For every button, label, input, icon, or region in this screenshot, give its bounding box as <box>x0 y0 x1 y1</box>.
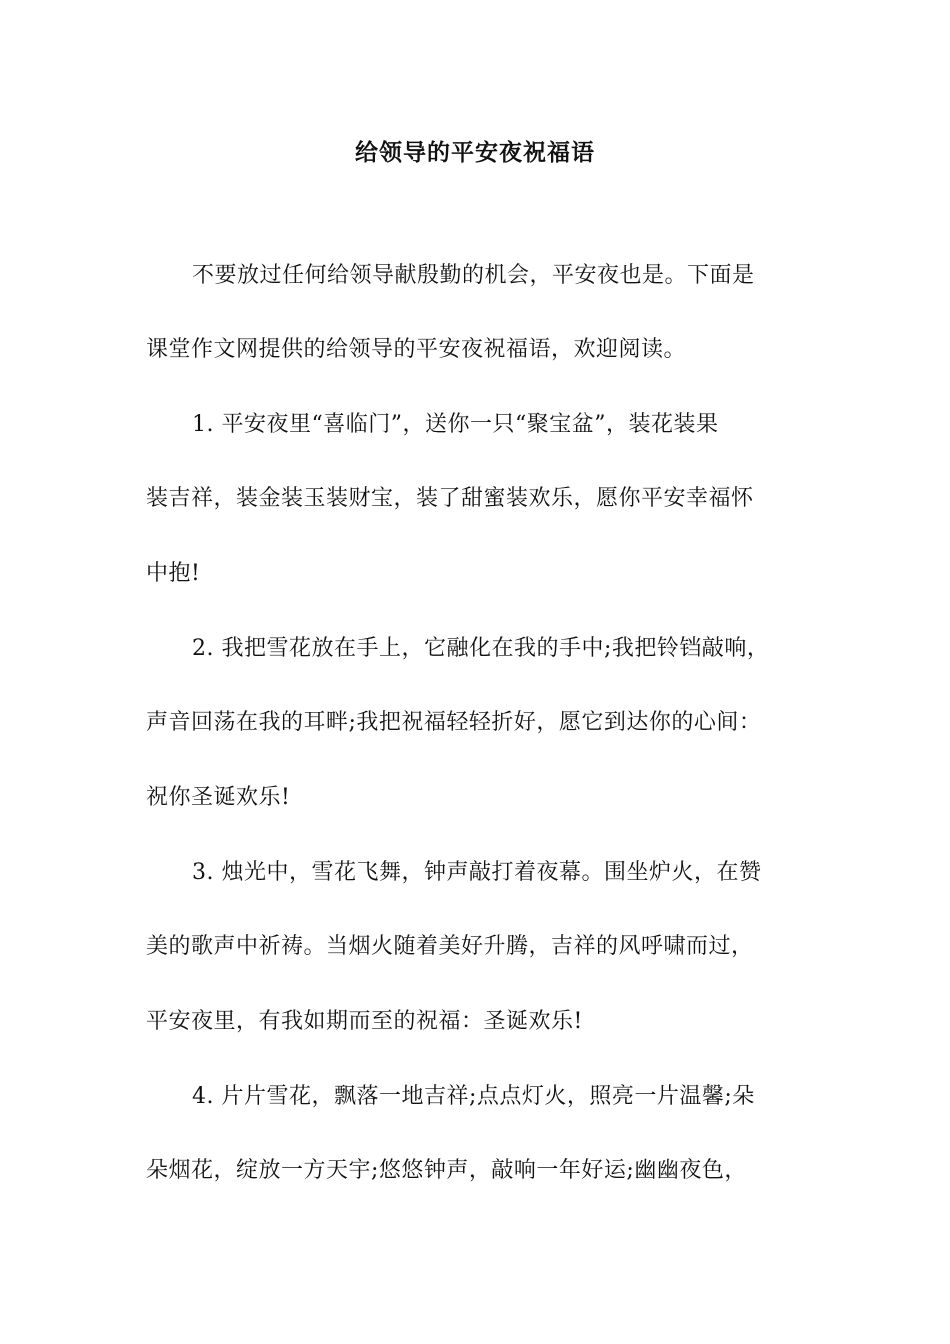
paragraph-line: 祝你圣诞欢乐! <box>146 785 291 810</box>
document-title: 给领导的平安夜祝福语 <box>355 139 595 166</box>
paragraph-line: 1. 平安夜里“喜临门”，送你一只“聚宝盆”，装花装果 <box>192 412 719 437</box>
paragraph-line: 装吉祥，装金装玉装财宝，装了甜蜜装欢乐，愿你平安幸福怀 <box>146 486 754 511</box>
paragraph-line: 3. 烛光中，雪花飞舞，钟声敲打着夜幕。围坐炉火，在赞 <box>192 860 762 885</box>
paragraph-line: 美的歌声中祈祷。当烟火随着美好升腾，吉祥的风呼啸而过， <box>146 934 754 959</box>
paragraph-line: 2. 我把雪花放在手上，它融化在我的手中;我把铃铛敲响， <box>192 636 770 661</box>
paragraph-line: 声音回荡在我的耳畔;我把祝福轻轻折好，愿它到达你的心间： <box>146 710 762 735</box>
paragraph-line: 4. 片片雪花，飘落一地吉祥;点点灯火，照亮一片温馨;朵 <box>192 1084 755 1109</box>
paragraph-line: 朵烟花，绽放一方天宇;悠悠钟声，敲响一年好运;幽幽夜色， <box>146 1158 747 1183</box>
paragraph-line: 课堂作文网提供的给领导的平安夜祝福语，欢迎阅读。 <box>146 337 687 362</box>
paragraph-line: 不要放过任何给领导献殷勤的机会，平安夜也是。下面是 <box>192 263 755 288</box>
paragraph-line: 平安夜里，有我如期而至的祝福：圣诞欢乐! <box>146 1009 583 1034</box>
paragraph-line: 中抱! <box>146 561 201 586</box>
